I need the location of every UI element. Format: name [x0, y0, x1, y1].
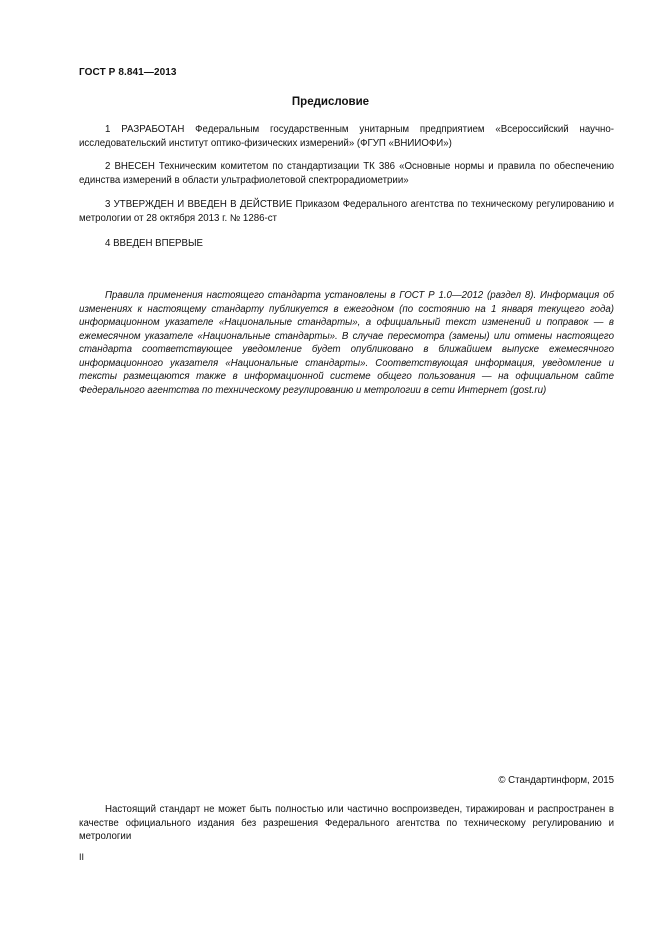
foreword-item-text: 1 РАЗРАБОТАН Федеральным государственным унитарным предприятием «Всероссийский научно-исследовательский институт оптико-физических измерений» (ФГУП «ВНИИОФИ») — [79, 124, 614, 149]
page-title: Предисловие — [291, 96, 370, 108]
foreword-item-text: 4 ВВЕДЕН ВПЕРВЫЕ — [105, 238, 204, 249]
reproduction-notice — [79, 803, 614, 844]
foreword-item-3 — [79, 198, 614, 225]
foreword-item-1 — [79, 123, 614, 150]
foreword-item-text: 3 УТВЕРЖДЕН И ВВЕДЕН В ДЕЙСТВИЕ Приказом Федерального агентства по техническому регулированию и метрологии от 28 октября 2013 г. № 1286-ст — [79, 199, 614, 224]
publication-notice-text: Правила применения настоящего стандарта установлены в ГОСТ Р 1.0—2012 (раздел 8). Информация об изменениях к настоящему стандарту публикуется в ежегодном (по состоянию на 1 января текущего года) информационном указателе «Национальные стандарты», а официальный текст изменений и поправок — в ежемесячном указателе «Национальные стандарты». В случае пересмотра (замены) или отмены настоящего стандарта соответствующее уведомление будет опубликовано в ближайшем выпуске ежемесячного информационного указателя «Национальные стандарты». Соответствующая информация, уведомление и тексты размещаются также в информационной системе общего пользования — на официальном сайте Федерального агентства по техническому регулированию и метрологии в сети Интернет (gost.ru) — [79, 290, 614, 396]
foreword-item-text: 2 ВНЕСЕН Техническим комитетом по стандартизации ТК 386 «Основные нормы и правила по обеспечению единства измерений в области ультрафиолетовой спектрорадиометрии» — [79, 161, 614, 186]
page-number: II — [79, 852, 85, 862]
foreword-item-2 — [79, 160, 614, 187]
foreword-item-4 — [79, 237, 614, 251]
copyright-line: © Стандартинформ, 2015 — [498, 775, 614, 786]
reproduction-notice-text: Настоящий стандарт не может быть полностью или частично воспроизведен, тиражирован и распространен в качестве официального издания без разрешения Федерального агентства по техническому регулированию и метрологии — [79, 804, 614, 842]
publication-notice — [79, 289, 614, 397]
document-code-header: ГОСТ Р 8.841—2013 — [79, 67, 177, 78]
